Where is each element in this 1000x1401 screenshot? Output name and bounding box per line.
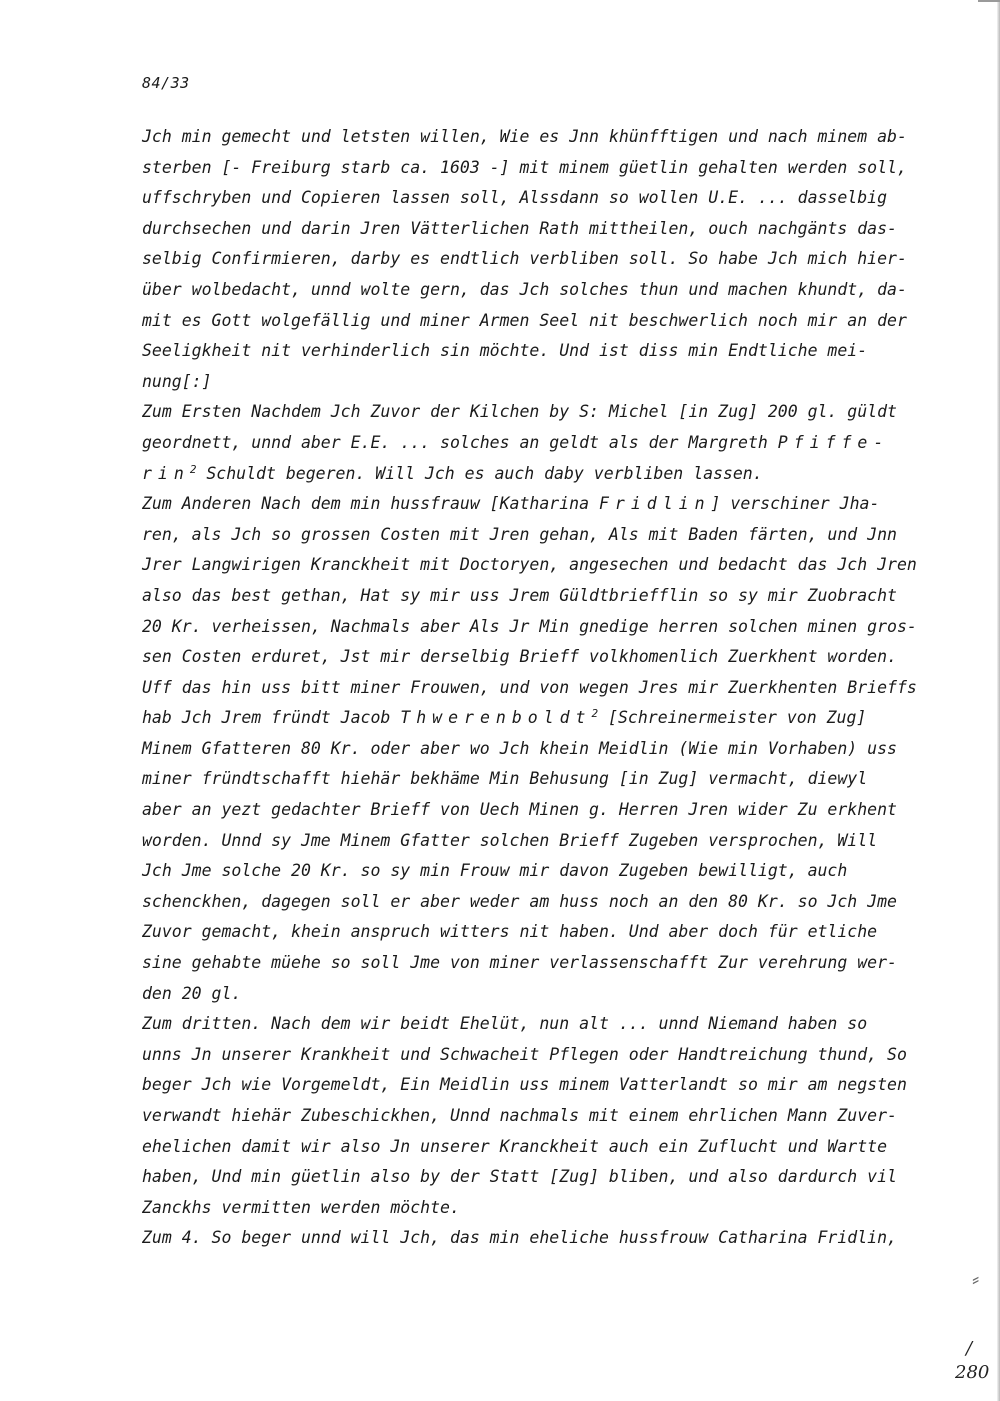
archive-check-mark: /	[966, 1338, 973, 1359]
text-line	[142, 367, 942, 398]
text-run: haben, Und min güetlin also by der Statt [Zug] bliben, und also dardurch vil	[142, 1167, 897, 1187]
text-line	[142, 673, 942, 704]
text-line	[142, 764, 942, 795]
text-line	[142, 550, 942, 581]
text-line	[142, 856, 942, 887]
text-run: schenckhen, dagegen soll er aber weder am huss noch an den 80 Kr. so Jch Jme	[142, 891, 897, 911]
text-line	[142, 1223, 942, 1254]
text-line	[142, 1009, 942, 1040]
text-run: hab Jch Jrem fründt Jacob	[142, 708, 401, 728]
text-run: Jch min gemecht und letsten willen, Wie es Jnn khünfftigen und nach minem ab-	[142, 127, 907, 146]
footnote-marker: 2	[189, 462, 197, 476]
text-line	[142, 122, 942, 153]
text-line	[142, 428, 942, 459]
page-corner-mark	[978, 0, 1000, 2]
text-run: 20 Kr. verheissen, Nachmals aber Als Jr Min gnedige herren solchen minen gros-	[142, 616, 917, 636]
text-run: Zuvor gemacht, khein anspruch witters nit haben. Und aber doch für etliche	[142, 922, 878, 942]
text-run: verwandt hiehär Zubeschickhen, Unnd nachmals mit einem ehrlichen Mann Zuver-	[142, 1106, 897, 1125]
text-run: also das best gethan, Hat sy mir uss Jrem Güldtbriefflin so sy mir Zuobracht	[142, 585, 897, 605]
text-line	[142, 979, 942, 1010]
text-line	[142, 795, 942, 826]
text-run: Seeligkheit nit verhinderlich sin möchte. Und ist diss min Endtliche mei-	[142, 341, 868, 361]
text-line	[142, 336, 942, 367]
spaced-name: rin	[142, 463, 190, 483]
text-run: Jch Jme solche 20 Kr. so sy min Frouw mir davon Zugeben bewilligt, auch	[142, 861, 848, 881]
text-line	[142, 734, 942, 765]
text-run: sine gehabte müehe so soll Jme von miner verlassenschafft Zur verehrung wer-	[142, 953, 897, 973]
text-line	[142, 948, 942, 979]
text-line	[142, 214, 942, 245]
text-run: Zanckhs vermitten werden möchte.	[142, 1197, 460, 1217]
text-run: Zum Anderen Nach dem min hussfrauw [Katharina	[142, 494, 599, 514]
text-line	[142, 1132, 942, 1163]
text-run: Uff das hin uss bitt miner Frouwen, und von wegen Jres mir Zuerkhenten Brieffs	[142, 677, 917, 697]
text-run: durchsechen und darin Jren Vätterlichen Rath mittheilen, ouch nachgänts das-	[142, 218, 897, 238]
text-run: sterben [- Freiburg starb ca. 1603 -] mit minem güetlin gehalten werden soll,	[142, 157, 907, 177]
text-line	[142, 642, 942, 673]
archive-folio-number: 280	[955, 1362, 990, 1383]
text-line	[142, 826, 942, 857]
text-line	[142, 612, 942, 643]
text-run: nung[:]	[142, 371, 212, 391]
text-line	[142, 459, 942, 490]
text-line	[142, 917, 942, 948]
spaced-name: Thwerenboldt	[400, 708, 592, 728]
text-run: Zum 4. So beger unnd will Jch, das min eheliche hussfrouw Catharina Fridlin,	[142, 1228, 897, 1248]
text-run: sen Costen erduret, Jst mir derselbig Brieff volkhomenlich Zuerkhent worden.	[142, 647, 897, 667]
text-line	[142, 1101, 942, 1132]
footnote-marker: 2	[591, 707, 599, 721]
text-line	[142, 275, 942, 306]
text-line	[142, 520, 942, 551]
text-run: über wolbedacht, unnd wolte gern, das Jch solches thun und machen khundt, da-	[142, 279, 907, 299]
text-run: selbig Confirmieren, darby es endtlich verbliben soll. So habe Jch mich hier-	[142, 249, 907, 269]
text-run: den 20 gl.	[142, 983, 242, 1003]
text-line	[142, 703, 942, 734]
text-line	[142, 183, 942, 214]
spaced-name: Fridlin	[598, 494, 711, 514]
text-run: Schuldt begeren. Will Jch es auch daby verbliben lassen.	[196, 463, 763, 483]
text-run: Jrer Langwirigen Kranckheit mit Doctoryen, angesechen und bedacht das Jch Jren	[142, 555, 917, 575]
text-line	[142, 1070, 942, 1101]
text-line	[142, 1193, 942, 1224]
text-line	[142, 1162, 942, 1193]
text-run: geordnett, unnd aber E.E. ... solches an geldt als der Margreth	[142, 432, 778, 452]
page-number: 84/33	[142, 74, 190, 92]
text-line	[142, 489, 942, 520]
text-run: unns Jn unserer Krankheit und Schwacheit Pflegen oder Handtreichung thund, So	[142, 1044, 907, 1064]
text-run: ren, als Jch so grossen Costen mit Jren gehan, Als mit Baden färten, und Jnn	[142, 524, 897, 544]
text-run: beger Jch wie Vorgemeldt, Ein Meidlin uss minem Vatterlandt so mir am negsten	[142, 1075, 907, 1095]
text-run: Zum Ersten Nachdem Jch Zuvor der Kilchen by S: Michel [in Zug] 200 gl. güldt	[142, 402, 897, 422]
transcription-text	[142, 122, 942, 1254]
spaced-name: Pfiffe-	[777, 432, 890, 452]
text-line	[142, 581, 942, 612]
text-run: ehelichen damit wir also Jn unserer Kranckheit auch ein Zuflucht und Wartte	[142, 1136, 888, 1156]
margin-mark: ⸗	[972, 1267, 980, 1292]
text-run: Zum dritten. Nach dem wir beidt Ehelüt, nun alt ... unnd Niemand haben so	[142, 1014, 868, 1034]
text-line	[142, 1040, 942, 1071]
text-line	[142, 397, 942, 428]
text-run: ] verschiner Jha-	[710, 494, 880, 514]
text-run: aber an yezt gedachter Brieff von Uech Minen g. Herren Jren wider Zu erkhent	[142, 800, 897, 820]
text-line	[142, 153, 942, 184]
text-line	[142, 306, 942, 337]
text-run: [Schreinermeister von Zug]	[598, 708, 867, 728]
text-run: mit es Gott wolgefällig und miner Armen Seel nit beschwerlich noch mir an der	[142, 310, 907, 330]
text-line	[142, 887, 942, 918]
text-run: worden. Unnd sy Jme Minem Gfatter solchen Brieff Zugeben versprochen, Will	[142, 830, 878, 850]
text-run: miner fründtschafft hiehär bekhäme Min Behusung [in Zug] vermacht, diewyl	[142, 769, 868, 789]
text-run: uffschryben und Copieren lassen soll, Alssdann so wollen U.E. ... dasselbig	[142, 188, 888, 208]
text-line	[142, 244, 942, 275]
text-run: Minem Gfatteren 80 Kr. oder aber wo Jch khein Meidlin (Wie min Vorhaben) uss	[142, 738, 897, 758]
